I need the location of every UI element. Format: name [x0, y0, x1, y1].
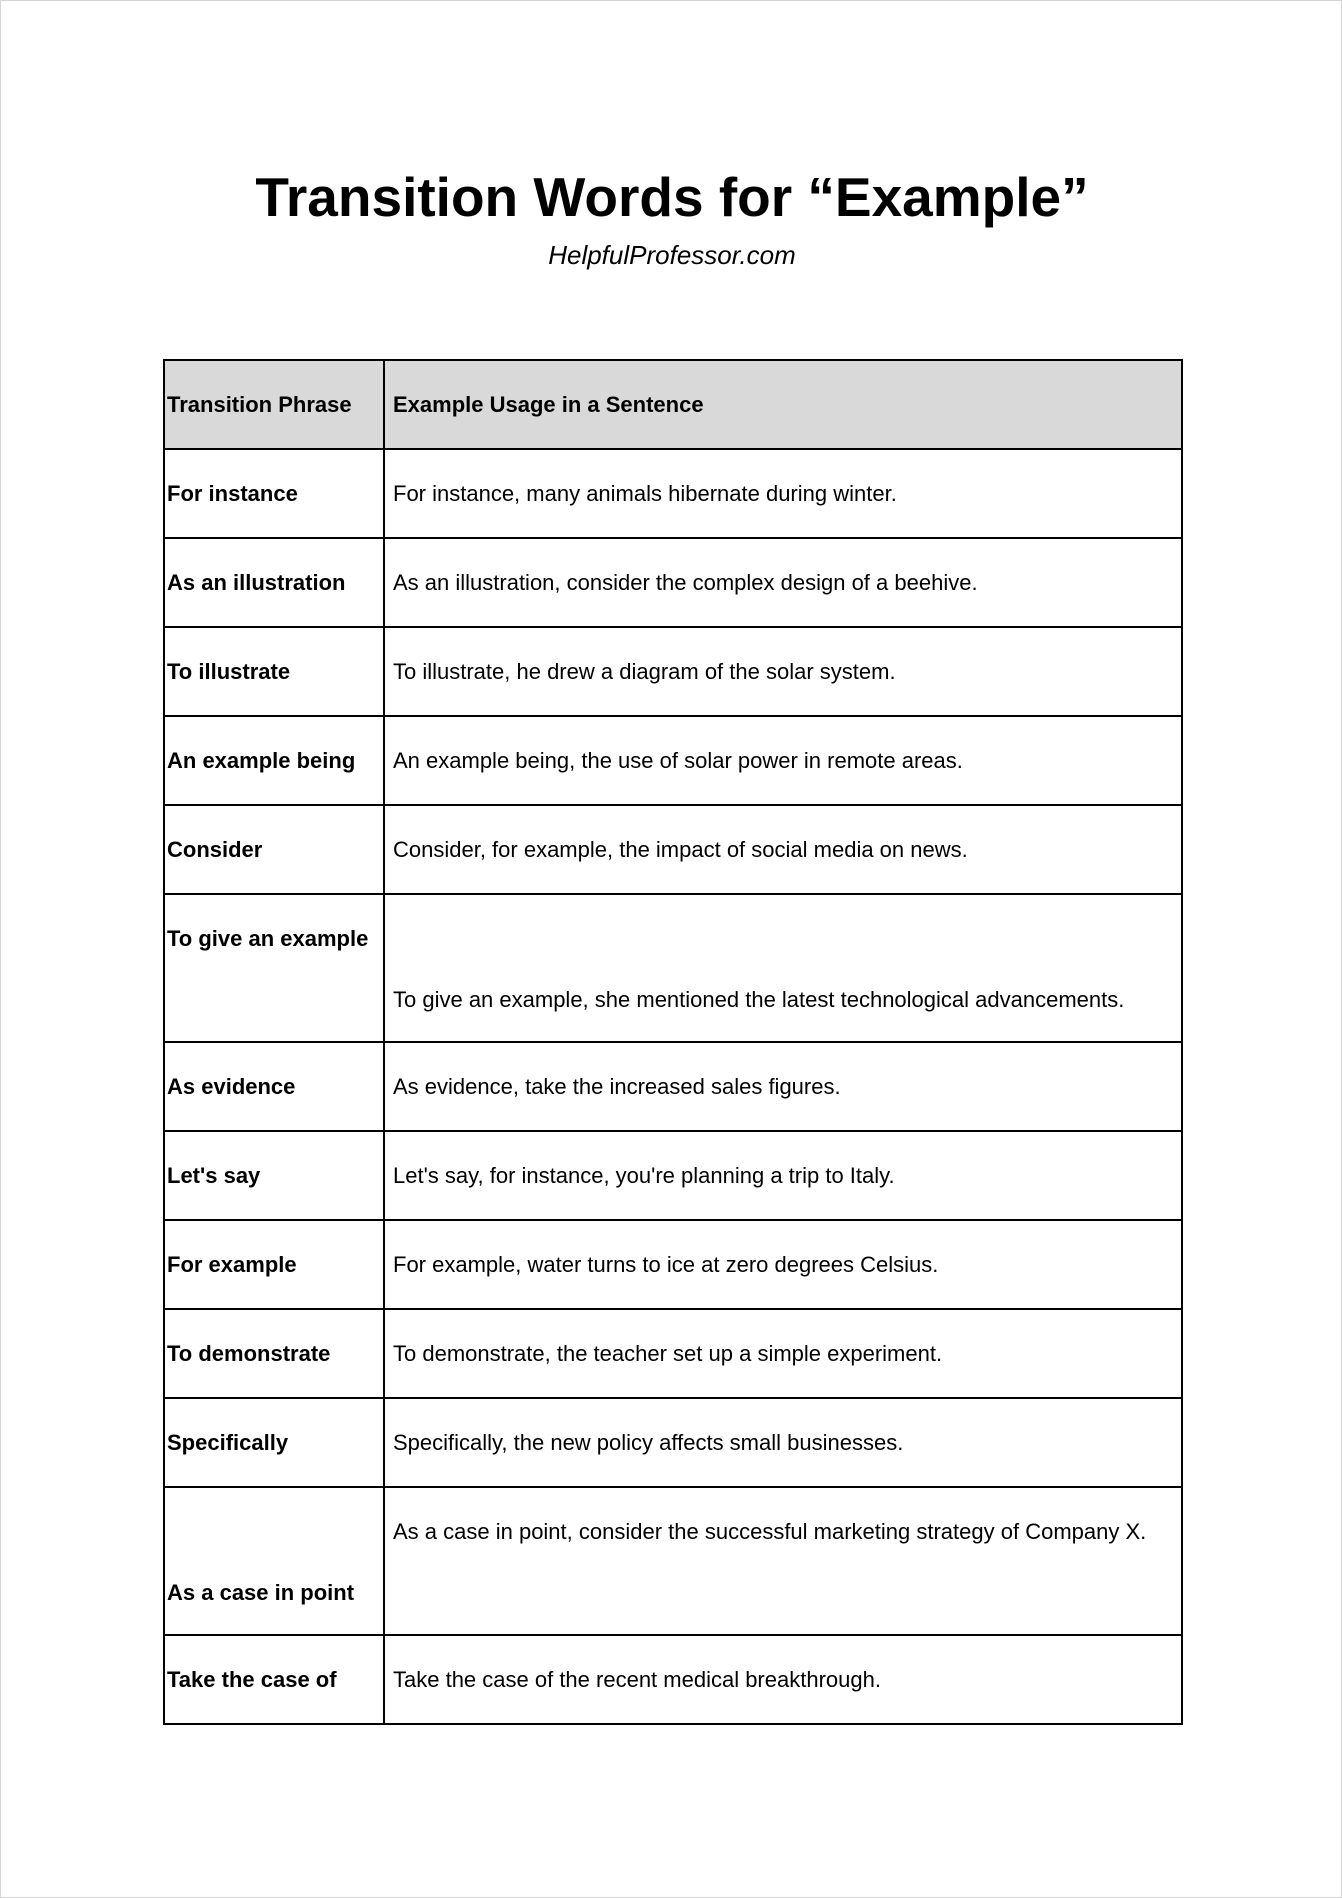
usage-cell: For instance, many animals hibernate during winter.	[384, 449, 1182, 538]
table-row	[164, 1220, 1182, 1309]
phrase-cell: Consider	[164, 805, 384, 894]
usage-cell: Specifically, the new policy affects small businesses.	[384, 1398, 1182, 1487]
usage-cell: As evidence, take the increased sales figures.	[384, 1042, 1182, 1131]
usage-cell: For example, water turns to ice at zero degrees Celsius.	[384, 1220, 1182, 1309]
table-row	[164, 1042, 1182, 1131]
usage-cell: Let's say, for instance, you're planning a trip to Italy.	[384, 1131, 1182, 1220]
usage-cell: Consider, for example, the impact of social media on news.	[384, 805, 1182, 894]
phrase-cell: As a case in point	[164, 1487, 384, 1635]
table-row	[164, 894, 1182, 1042]
table-row	[164, 716, 1182, 805]
phrase-cell: As an illustration	[164, 538, 384, 627]
page-title: Transition Words for “Example”	[255, 166, 1089, 228]
phrase-cell: Specifically	[164, 1398, 384, 1487]
phrase-cell: Take the case of	[164, 1635, 384, 1724]
table-row	[164, 449, 1182, 538]
column-header-phrase: Transition Phrase	[164, 360, 384, 449]
usage-cell: Take the case of the recent medical breakthrough.	[384, 1635, 1182, 1724]
column-header-usage: Example Usage in a Sentence	[384, 360, 1182, 449]
phrase-cell: To illustrate	[164, 627, 384, 716]
table-header-row	[164, 360, 1182, 449]
phrase-cell: An example being	[164, 716, 384, 805]
page-subtitle: HelpfulProfessor.com	[548, 240, 796, 270]
table-row	[164, 538, 1182, 627]
usage-cell: An example being, the use of solar power in remote areas.	[384, 716, 1182, 805]
usage-cell: As an illustration, consider the complex design of a beehive.	[384, 538, 1182, 627]
usage-cell: To demonstrate, the teacher set up a simple experiment.	[384, 1309, 1182, 1398]
table-row	[164, 805, 1182, 894]
usage-cell: To illustrate, he drew a diagram of the solar system.	[384, 627, 1182, 716]
table-row	[164, 1309, 1182, 1398]
table-row	[164, 627, 1182, 716]
phrase-cell: Let's say	[164, 1131, 384, 1220]
phrase-cell: For instance	[164, 449, 384, 538]
phrase-cell: To demonstrate	[164, 1309, 384, 1398]
table-row	[164, 1487, 1182, 1635]
phrase-cell: For example	[164, 1220, 384, 1309]
phrase-cell: As evidence	[164, 1042, 384, 1131]
table-row	[164, 1635, 1182, 1724]
usage-cell: To give an example, she mentioned the latest technological advancements.	[384, 894, 1182, 1042]
phrase-cell: To give an example	[164, 894, 384, 1042]
usage-cell: As a case in point, consider the successful marketing strategy of Company X.	[384, 1487, 1182, 1635]
table-row	[164, 1131, 1182, 1220]
transition-table	[163, 359, 1183, 1725]
table-row	[164, 1398, 1182, 1487]
